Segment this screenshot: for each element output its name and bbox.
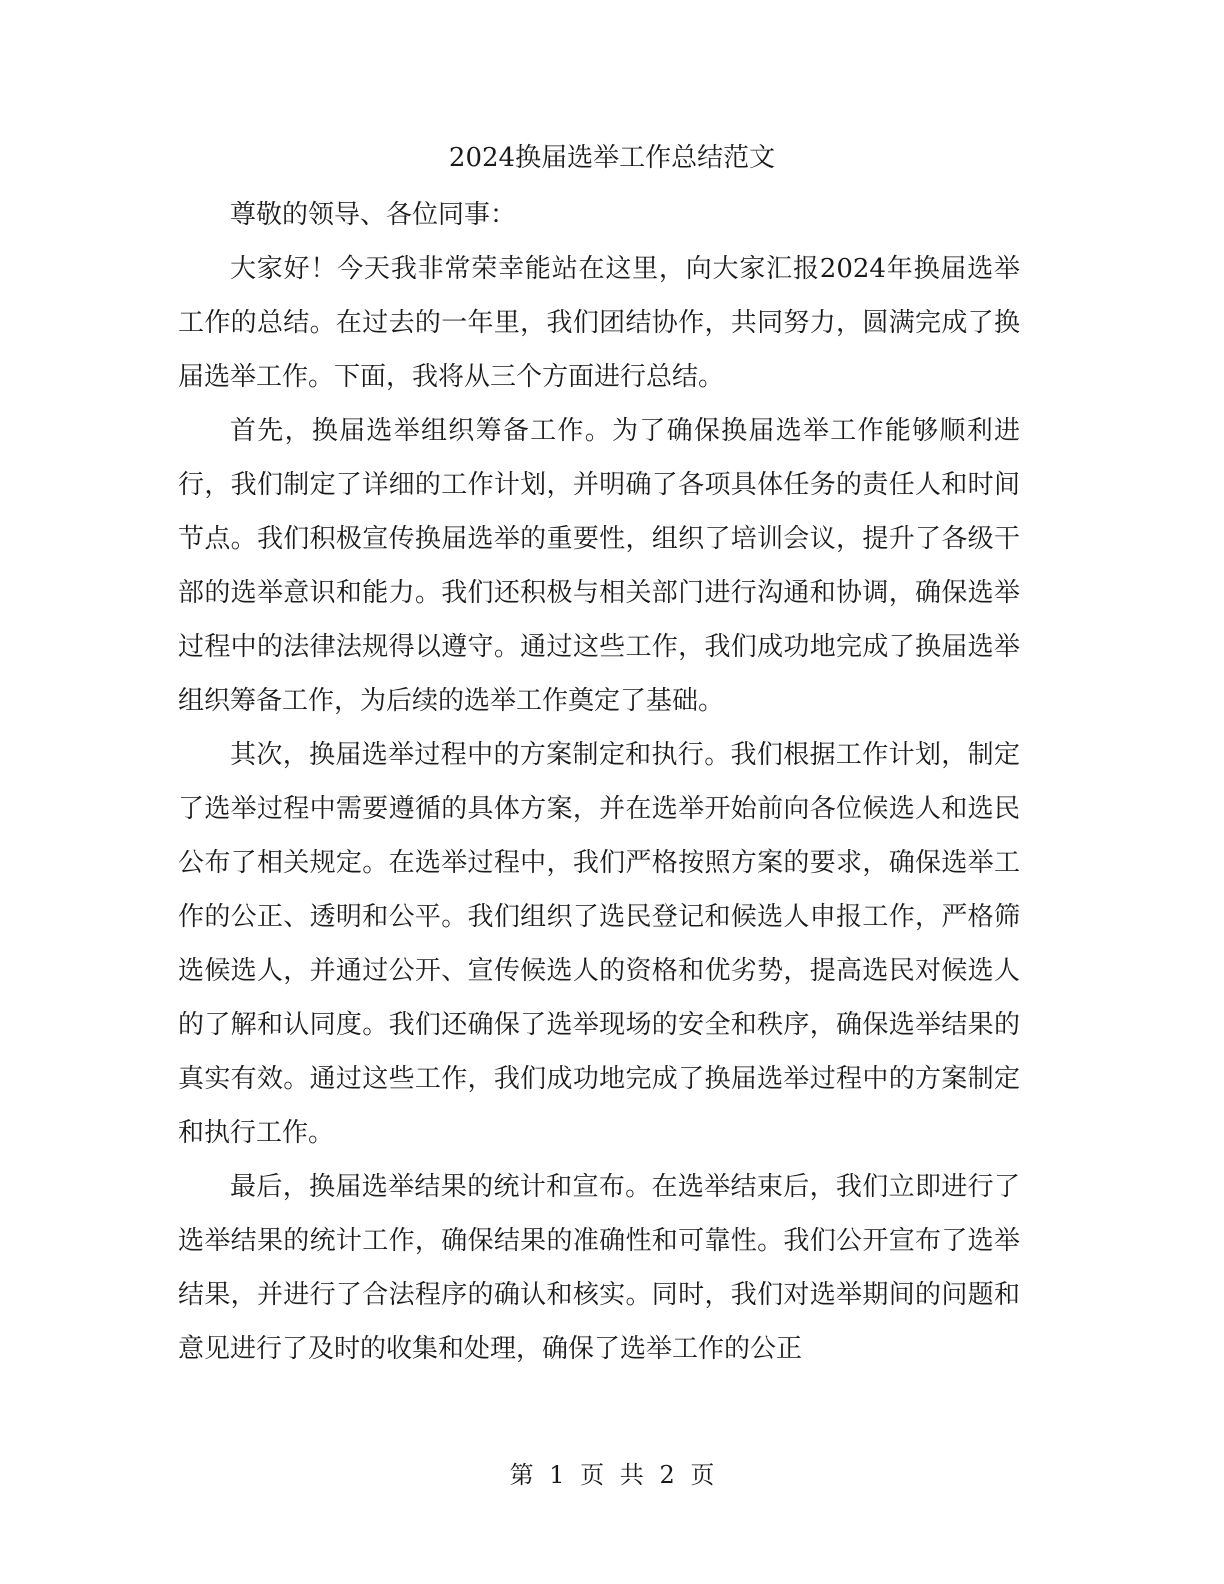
salutation: 尊敬的领导、各位同事： xyxy=(230,200,517,230)
page-number-footer: 第 1 页 共 2 页 xyxy=(509,1461,715,1489)
document-title: 2024换届选举工作总结范文 xyxy=(448,143,776,173)
paragraph-intro: 大家好！今天我非常荣幸能站在这里，向大家汇报2024年换届选举工作的总结。在过去的一年里，我们团结协作，共同努力，圆满完成了换届选举工作。下面，我将从三个方面进行总结。 xyxy=(178,254,1020,392)
paragraph-execution: 其次，换届选举过程中的方案制定和执行。我们根据工作计划，制定了选举过程中需要遵循的具体方案，并在选举开始前向各位候选人和选民公布了相关规定。在选举过程中，我们严格按照方案的要求，确保选举工作的公正、透明和公平。我们组织了选民登记和候选人申报工作，严格筛选候选人，并通过公开、宣传候选人的资格和优劣势，提高选民对候选人的了解和认同度。我们还确保了选举现场的安全和秩序，确保选举结果的真实有效。通过这些工作，我们成功地完成了换届选举过程中的方案制定和执行工作。 xyxy=(178,740,1020,1148)
document-body xyxy=(178,188,1020,1376)
paragraph-results: 最后，换届选举结果的统计和宣布。在选举结束后，我们立即进行了选举结果的统计工作，确保结果的准确性和可靠性。我们公开宣布了选举结果，并进行了合法程序的确认和核实。同时，我们对选举期间的问题和意见进行了及时的收集和处理，确保了选举工作的公正 xyxy=(178,1172,1020,1364)
paragraph-preparation: 首先，换届选举组织筹备工作。为了确保换届选举工作能够顺利进行，我们制定了详细的工作计划，并明确了各项具体任务的责任人和时间节点。我们积极宣传换届选举的重要性，组织了培训会议，提升了各级干部的选举意识和能力。我们还积极与相关部门进行沟通和协调，确保选举过程中的法律法规得以遵守。通过这些工作，我们成功地完成了换届选举组织筹备工作，为后续的选举工作奠定了基础。 xyxy=(178,416,1020,716)
